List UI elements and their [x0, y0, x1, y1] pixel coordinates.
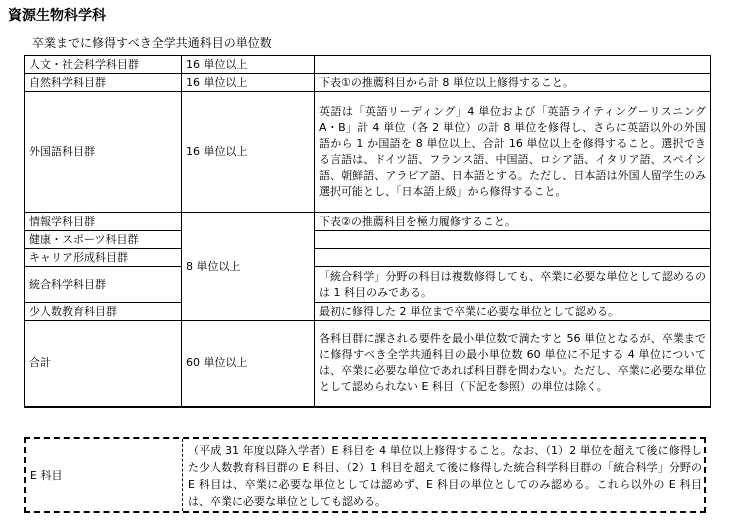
table-row — [25, 267, 711, 303]
units-cell: 8 単位以上 — [182, 213, 315, 321]
table-row — [25, 303, 711, 321]
note-cell: 最初に修得した 2 単位まで卒業に必要な単位として認める。 — [315, 303, 711, 321]
note-cell: 各科目群に課される要件を最小単位数で満たすと 56 単位となるが、卒業までに修得すべき全学共通科目の最小単位数 60 単位に不足する 4 単位については、卒業に必要な単位であれば科目群を問わない。ただし、卒業に必要な単位として認められない E 科目（下記を参照）の単位は除く。 — [315, 321, 711, 407]
note-cell: 「統合科学」分野の科目は複数修得しても、卒業に必要な単位として認めるのは 1 科目のみである。 — [315, 267, 711, 303]
table-row — [25, 231, 711, 249]
group-cell: 自然科学科目群 — [25, 74, 182, 92]
group-cell: 合計 — [25, 321, 182, 407]
table-row — [25, 213, 711, 231]
page-title: 資源生物科学科 — [8, 8, 106, 24]
group-cell: 外国語科目群 — [25, 92, 182, 213]
table-row — [25, 56, 711, 74]
note-cell: 下表②の推薦科目を極力履修すること。 — [315, 213, 711, 231]
divider — [182, 439, 183, 511]
group-cell: キャリア形成科目群 — [25, 249, 182, 267]
group-cell: 人文・社会科学科目群 — [25, 56, 182, 74]
group-cell: 情報学科目群 — [25, 213, 182, 231]
table-row — [25, 92, 711, 213]
group-cell: 統合科学科目群 — [25, 267, 182, 303]
group-cell: 少人数教育科目群 — [25, 303, 182, 321]
note-cell: 下表①の推薦科目から計 8 単位以上修得すること。 — [315, 74, 711, 92]
e-subject-text: （平成 31 年度以降入学者）E 科目を 4 単位以上修得すること。なお、（1）2 単位を超えて後に修得した少人数教育科目群の E 科目、（2）1 科目を超えて後に修得した統合科学科目群の「統合科学」分野の E 科目は、卒業に必要な単位としては認めず、E 科目の単位としてのみ認める。これら以外の E 科目は、卒業に必要な単位としても認める。 — [188, 444, 702, 508]
page-subtitle: 卒業までに修得すべき全学共通科目の単位数 — [32, 36, 272, 50]
table-row-total — [25, 321, 711, 407]
note-cell: 英語は「英語リーディング」4 単位および「英語ライティングーリスニング A・B」計 4 単位（各 2 単位）の計 8 単位を修得し、さらに英語以外の外国語から 1 か国語を 8 単位以上、合計 16 単位以上を修得すること。選択できる言語は、ドイツ語、フランス語、中国語、ロシア語、イタリア語、スペイン語、朝鮮語、アラビア語、日本語とする。ただし、日本語は外国人留学生のみ選択可能とし、「日本語上級」から修得すること。 — [315, 92, 711, 213]
table-row — [25, 74, 711, 92]
credit-requirements-table — [24, 55, 711, 408]
table-row — [25, 249, 711, 267]
note-cell — [315, 231, 711, 249]
note-cell — [315, 56, 711, 74]
units-cell: 16 単位以上 — [182, 74, 315, 92]
units-cell: 16 単位以上 — [182, 56, 315, 74]
units-cell: 60 単位以上 — [182, 321, 315, 407]
e-subject-label: E 科目 — [30, 469, 63, 482]
note-cell — [315, 249, 711, 267]
e-subject-note-box — [24, 437, 706, 513]
units-cell: 16 単位以上 — [182, 92, 315, 213]
group-cell: 健康・スポーツ科目群 — [25, 231, 182, 249]
